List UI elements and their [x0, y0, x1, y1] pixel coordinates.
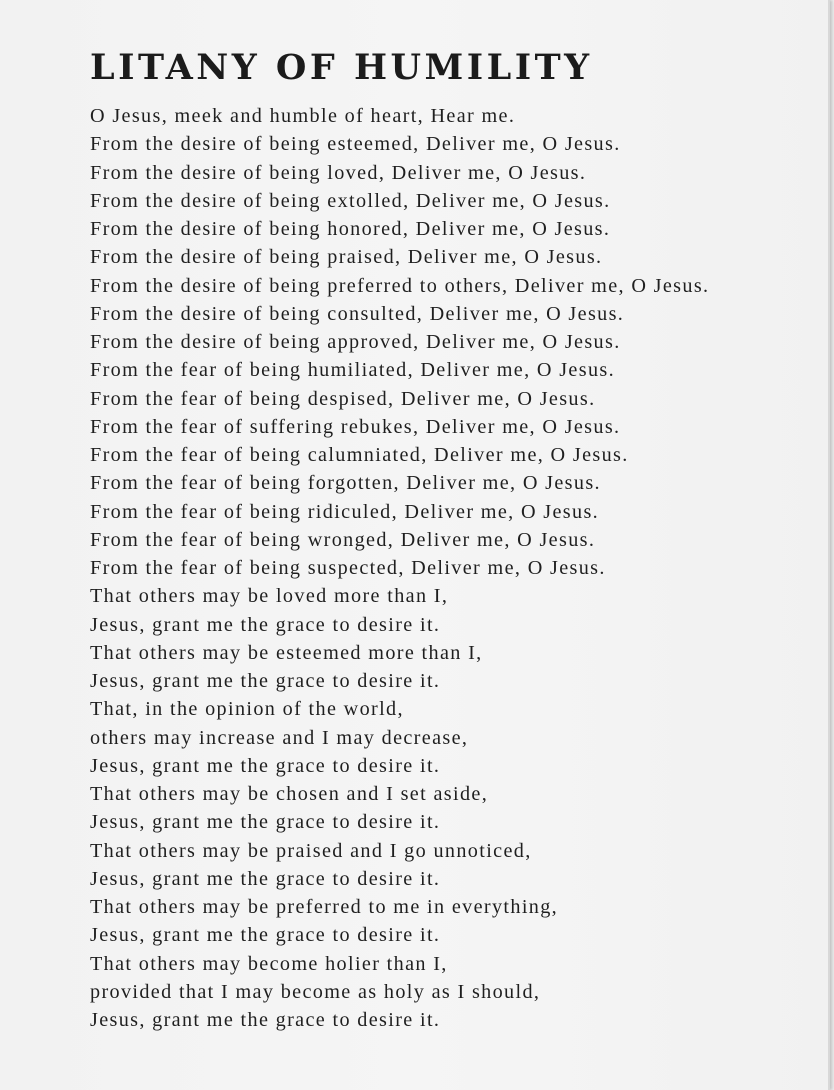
litany-line: From the desire of being honored, Deliver me, O Jesus.: [90, 218, 611, 240]
litany-line: That others may be praised and I go unnoticed,: [90, 839, 532, 862]
litany-line: From the desire of being esteemed, Deliver me, O Jesus.: [90, 133, 621, 156]
litany-line: From the desire of being loved, Deliver me, O Jesus.: [90, 161, 587, 184]
litany-lines: [90, 102, 709, 1034]
litany-line: From the desire of being approved, Deliver me, O Jesus.: [90, 331, 621, 353]
litany-line: From the desire of being praised, Deliver me, O Jesus.: [90, 246, 603, 269]
litany-line: From the fear of suffering rebukes, Deliver me, O Jesus.: [90, 415, 621, 438]
litany-line: From the fear of being suspected, Deliver me, O Jesus.: [90, 557, 606, 579]
litany-line: O Jesus, meek and humble of heart, Hear me.: [90, 105, 516, 127]
litany-line: From the desire of being extolled, Deliver me, O Jesus.: [90, 189, 611, 212]
litany-line: That others may be preferred to me in everything,: [90, 896, 559, 918]
litany-line: From the fear of being forgotten, Deliver me, O Jesus.: [90, 472, 601, 495]
litany-line: Jesus, grant me the grace to desire it.: [90, 670, 441, 692]
litany-line: From the fear of being humiliated, Deliver me, O Jesus.: [90, 359, 615, 382]
litany-line: That others may be loved more than I,: [90, 585, 449, 608]
litany-line: From the desire of being consulted, Deliver me, O Jesus.: [90, 302, 625, 325]
litany-line: From the fear of being wronged, Deliver me, O Jesus.: [90, 528, 596, 551]
litany-line: That, in the opinion of the world,: [90, 698, 404, 721]
litany-line: Jesus, grant me the grace to desire it.: [90, 613, 441, 636]
litany-line: That others may be chosen and I set aside,: [90, 783, 489, 805]
litany-line: Jesus, grant me the grace to desire it.: [90, 867, 441, 890]
litany-line: Jesus, grant me the grace to desire it.: [90, 811, 441, 834]
litany-line: From the fear of being despised, Deliver me, O Jesus.: [90, 387, 596, 410]
litany-line: That others may become holier than I,: [90, 952, 448, 975]
litany-line: Jesus, grant me the grace to desire it.: [90, 1009, 441, 1031]
litany-line: provided that I may become as holy as I should,: [90, 980, 541, 1003]
litany-line: Jesus, grant me the grace to desire it.: [90, 924, 441, 947]
litany-line: others may increase and I may decrease,: [90, 726, 469, 749]
litany-line: From the desire of being preferred to others, Deliver me, O Jesus.: [90, 274, 710, 297]
litany-line: Jesus, grant me the grace to desire it.: [90, 754, 441, 777]
litany-line: From the fear of being ridiculed, Deliver me, O Jesus.: [90, 500, 600, 523]
litany-line: That others may be esteemed more than I,: [90, 641, 483, 664]
document-title: LITANY OF HUMILITY: [90, 47, 593, 88]
litany-line: From the fear of being calumniated, Deliver me, O Jesus.: [90, 444, 629, 466]
